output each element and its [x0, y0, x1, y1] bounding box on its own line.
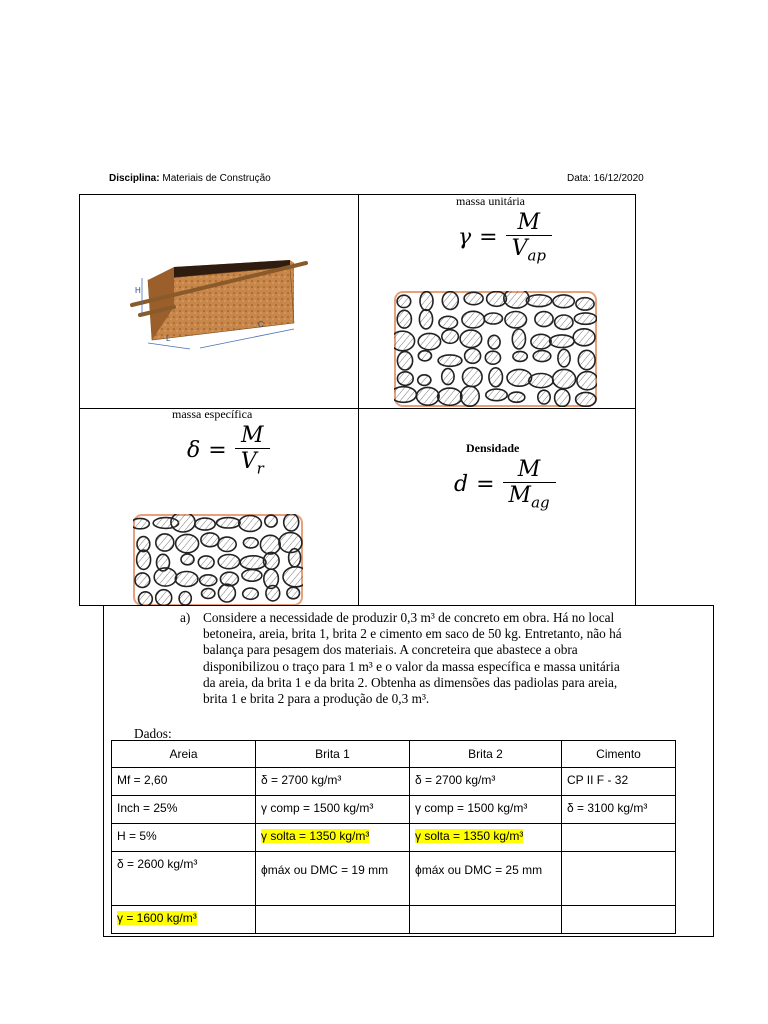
aggregate-particle — [463, 368, 483, 387]
highlighted-value: γ solta = 1350 kg/m³ — [261, 829, 370, 843]
table-cell — [562, 852, 676, 906]
aggregate-particle — [573, 329, 595, 346]
fraction-numerator: M — [240, 423, 264, 448]
aggregate-particle — [397, 310, 411, 328]
aggregate-particle — [397, 372, 413, 386]
aggregate-particle — [553, 295, 574, 308]
equals-sign: = — [476, 471, 495, 497]
aggregate-particle — [442, 330, 459, 344]
data-table — [111, 740, 676, 934]
aggregate-particle — [394, 331, 415, 351]
density-caption: Densidade — [466, 441, 520, 455]
aggregate-particle — [260, 535, 280, 554]
dados-label: Dados: — [134, 726, 172, 741]
aggregate-particle — [485, 351, 500, 364]
aggregate-particle — [486, 389, 507, 401]
aggregate-particle — [550, 335, 575, 348]
aggregate-particle — [508, 392, 524, 402]
aggregate-particle — [394, 387, 416, 403]
aggregate-particle — [284, 514, 299, 531]
aggregate-particle — [512, 329, 525, 349]
specific-mass-symbol: δ — [187, 437, 201, 463]
fraction-denominator: $V_r$ — [235, 448, 270, 477]
discipline-label: Disciplina: — [109, 173, 160, 184]
table-row — [112, 906, 676, 934]
highlighted-value: γ = 1600 kg/m³ — [117, 911, 197, 925]
aggregate-particle — [526, 295, 551, 307]
aggregate-particle — [442, 369, 454, 385]
aggregate-particle — [201, 533, 219, 547]
aggregate-particle — [484, 313, 502, 324]
aggregate-particle — [460, 330, 482, 347]
aggregate-particle — [239, 516, 262, 532]
highlighted-value: γ solta = 1350 kg/m³ — [415, 829, 524, 843]
specific-mass-formula — [187, 423, 270, 477]
unit-mass-caption: massa unitária — [456, 194, 525, 208]
aggregate-particle — [464, 292, 483, 304]
aggregate-loose-illustration — [394, 291, 597, 407]
specific-mass-caption: massa específica — [172, 407, 253, 421]
aggregate-particle — [576, 392, 596, 406]
specific-mass-fraction — [235, 423, 270, 477]
aggregate-particle — [243, 588, 259, 599]
aggregate-particle — [242, 570, 262, 582]
fraction-denominator: $V_{ap}$ — [506, 235, 552, 264]
aggregate-solid-illustration — [133, 514, 303, 606]
dimension-l-label: L — [166, 334, 171, 343]
table-header: Cimento — [562, 741, 676, 768]
aggregate-particle — [417, 387, 440, 405]
question-line: balança para pesagem dos materiais. A concreteira que abastece a obra — [203, 642, 578, 658]
fraction-numerator: M — [517, 457, 541, 482]
aggregate-particle — [507, 369, 532, 386]
aggregate-particle — [264, 552, 280, 569]
aggregate-particle — [488, 335, 500, 349]
question-label: a) — [180, 610, 191, 625]
question-line: Considere a necessidade de produzir 0,3 m³ de concreto em obra. Há no local — [203, 610, 615, 625]
aggregate-particle — [397, 295, 411, 307]
aggregate-particle — [156, 534, 174, 551]
aggregate-particle — [200, 575, 217, 586]
aggregate-particle — [574, 313, 596, 324]
table-cell: ϕmáx ou DMC = 25 mm — [410, 852, 562, 906]
aggregate-particle — [175, 572, 198, 587]
table-row — [112, 796, 676, 824]
table-cell — [410, 906, 562, 934]
aggregate-particle — [465, 349, 481, 364]
aggregate-particle — [529, 374, 553, 388]
table-cell: δ = 2700 kg/m³ — [256, 768, 410, 796]
aggregate-particle — [137, 550, 151, 569]
question-line: betoneira, areia, brita 1, brita 2 e cimento em saco de 50 kg. Entretanto, não há — [203, 626, 622, 642]
aggregate-particle — [397, 352, 412, 370]
question-text — [203, 610, 703, 707]
density-symbol: d — [454, 471, 469, 497]
aggregate-particle — [135, 573, 150, 588]
aggregate-particle — [442, 292, 458, 310]
aggregate-particle — [461, 386, 480, 406]
question-line: da areia, da brita 1 e da brita 2. Obtenha as dimensões das padiolas para areia, — [203, 674, 618, 690]
table-cell: δ = 2600 kg/m³ — [112, 852, 256, 906]
aggregate-particle — [558, 349, 570, 367]
aggregate-particle — [553, 369, 576, 388]
aggregate-particle — [418, 351, 431, 361]
table-header: Brita 1 — [256, 741, 410, 768]
aggregate-particle — [577, 372, 597, 390]
discipline-header — [109, 173, 271, 184]
aggregate-particle — [505, 312, 527, 328]
discipline-value: Materiais de Construção — [162, 173, 271, 184]
table-cell: Inch = 25% — [112, 796, 256, 824]
table-header: Areia — [112, 741, 256, 768]
table-cell: Mf = 2,60 — [112, 768, 256, 796]
table-cell: γ comp = 1500 kg/m³ — [256, 796, 410, 824]
table-cell: ϕmáx ou DMC = 19 mm — [256, 852, 410, 906]
aggregate-particle — [266, 586, 280, 601]
equals-sign: = — [208, 437, 227, 463]
aggregate-particle — [439, 316, 458, 328]
aggregate-particle — [535, 312, 553, 327]
table-cell: H = 5% — [112, 824, 256, 852]
table-row — [112, 768, 676, 796]
aggregate-particle — [438, 388, 462, 405]
density-fraction — [503, 457, 556, 511]
table-header: Brita 2 — [410, 741, 562, 768]
aggregate-particle — [156, 590, 172, 606]
table-cell — [112, 906, 256, 934]
table-header-row — [112, 741, 676, 768]
density-formula — [454, 457, 556, 511]
aggregate-particle — [576, 298, 594, 310]
padiola-box-illustration — [130, 255, 310, 350]
table-cell: γ comp = 1500 kg/m³ — [410, 796, 562, 824]
aggregate-particle — [513, 351, 527, 361]
dimension-c-label: C — [258, 320, 264, 329]
aggregate-particle — [139, 592, 153, 606]
aggregate-particle — [555, 389, 570, 406]
aggregate-particle — [181, 554, 194, 565]
aggregate-particle — [133, 518, 149, 528]
aggregate-particle — [179, 592, 191, 606]
aggregate-particle — [154, 568, 176, 586]
aggregate-particle — [218, 584, 235, 602]
aggregate-particle — [195, 518, 215, 530]
aggregate-particle — [420, 292, 433, 311]
aggregate-particle — [504, 291, 529, 308]
aggregate-particle — [218, 555, 239, 569]
aggregate-particle — [217, 518, 241, 528]
table-cell — [410, 824, 562, 852]
grid-horizontal-divider — [79, 408, 636, 409]
aggregate-particle — [462, 311, 485, 328]
aggregate-particle — [265, 515, 277, 527]
aggregate-particle — [240, 556, 266, 569]
aggregate-particle — [418, 375, 431, 386]
aggregate-particle — [418, 333, 440, 349]
aggregate-particle — [538, 390, 550, 404]
aggregate-particle — [531, 334, 551, 349]
table-row — [112, 852, 676, 906]
fraction-numerator: M — [517, 210, 541, 235]
dimension-h-label: H — [135, 286, 141, 295]
question-line: disponibilizou o traço para 1 m³ e o valor da massa específica e massa unitária — [203, 658, 620, 674]
aggregate-particle — [555, 315, 573, 329]
equals-sign: = — [479, 224, 498, 250]
grid-vertical-divider — [358, 194, 359, 606]
table-cell — [256, 906, 410, 934]
aggregate-particle — [287, 587, 300, 599]
aggregate-particle — [198, 556, 214, 569]
table-row — [112, 824, 676, 852]
table-cell — [562, 824, 676, 852]
aggregate-particle — [419, 310, 432, 329]
aggregate-particle — [283, 567, 303, 587]
unit-mass-symbol: γ — [458, 224, 472, 250]
aggregate-particle — [438, 355, 462, 366]
fraction-denominator: $M_{ag}$ — [503, 482, 556, 511]
aggregate-particle — [243, 538, 258, 548]
unit-mass-formula — [458, 210, 552, 264]
unit-mass-fraction — [506, 210, 552, 264]
table-cell — [256, 824, 410, 852]
aggregate-particle — [171, 514, 195, 532]
table-cell: δ = 2700 kg/m³ — [410, 768, 562, 796]
aggregate-particle — [578, 350, 595, 369]
question-line: brita 1 e brita 2 para a produção de 0,3 m³. — [203, 691, 430, 707]
aggregate-particle — [176, 534, 199, 552]
table-cell — [562, 906, 676, 934]
aggregate-particle — [533, 351, 551, 362]
aggregate-particle — [489, 368, 503, 387]
table-cell: δ = 3100 kg/m³ — [562, 796, 676, 824]
aggregate-particle — [289, 549, 301, 567]
table-cell: CP II F - 32 — [562, 768, 676, 796]
aggregate-particle — [218, 537, 236, 551]
aggregate-particle — [202, 589, 215, 599]
date-label: Data: 16/12/2020 — [567, 173, 644, 184]
